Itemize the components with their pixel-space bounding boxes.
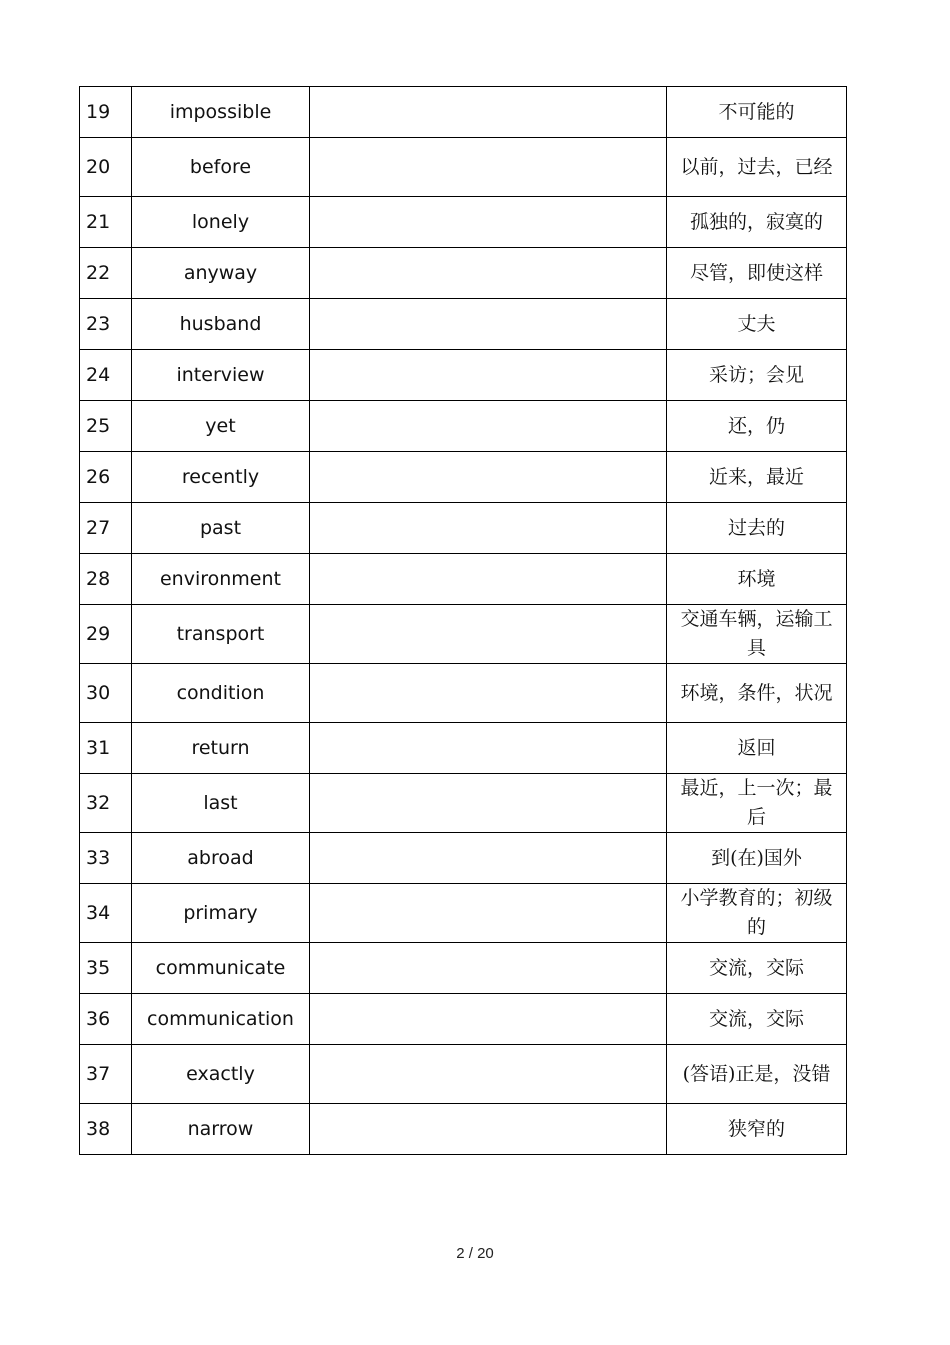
- table-row: [80, 197, 847, 248]
- blank-cell: [310, 503, 667, 554]
- row-number: 33: [80, 833, 132, 884]
- blank-cell: [310, 1104, 667, 1155]
- row-number: 23: [80, 299, 132, 350]
- english-word: communication: [132, 994, 310, 1045]
- blank-cell: [310, 248, 667, 299]
- chinese-meaning: 到(在)国外: [667, 833, 847, 884]
- table-row: [80, 833, 847, 884]
- table-row: [80, 87, 847, 138]
- blank-cell: [310, 197, 667, 248]
- blank-cell: [310, 664, 667, 723]
- chinese-meaning: 尽管，即使这样: [667, 248, 847, 299]
- row-number: 26: [80, 452, 132, 503]
- chinese-meaning: 小学教育的；初级的: [667, 884, 847, 943]
- english-word: impossible: [132, 87, 310, 138]
- blank-cell: [310, 994, 667, 1045]
- chinese-meaning: 交流，交际: [667, 994, 847, 1045]
- blank-cell: [310, 452, 667, 503]
- row-number: 35: [80, 943, 132, 994]
- english-word: past: [132, 503, 310, 554]
- english-word: narrow: [132, 1104, 310, 1155]
- english-word: exactly: [132, 1045, 310, 1104]
- table-row: [80, 452, 847, 503]
- english-word: before: [132, 138, 310, 197]
- english-word: transport: [132, 605, 310, 664]
- english-word: lonely: [132, 197, 310, 248]
- blank-cell: [310, 1045, 667, 1104]
- english-word: yet: [132, 401, 310, 452]
- chinese-meaning: (答语)正是，没错: [667, 1045, 847, 1104]
- chinese-meaning: 丈夫: [667, 299, 847, 350]
- row-number: 34: [80, 884, 132, 943]
- row-number: 32: [80, 774, 132, 833]
- row-number: 24: [80, 350, 132, 401]
- chinese-meaning: 返回: [667, 723, 847, 774]
- english-word: interview: [132, 350, 310, 401]
- chinese-meaning: 孤独的，寂寞的: [667, 197, 847, 248]
- page-number: 2 / 20: [456, 1245, 494, 1262]
- table-row: [80, 774, 847, 833]
- table-row: [80, 994, 847, 1045]
- row-number: 30: [80, 664, 132, 723]
- english-word: return: [132, 723, 310, 774]
- table-row: [80, 503, 847, 554]
- blank-cell: [310, 605, 667, 664]
- blank-cell: [310, 943, 667, 994]
- blank-cell: [310, 723, 667, 774]
- blank-cell: [310, 138, 667, 197]
- table-row: [80, 350, 847, 401]
- blank-cell: [310, 833, 667, 884]
- row-number: 20: [80, 138, 132, 197]
- row-number: 37: [80, 1045, 132, 1104]
- row-number: 29: [80, 605, 132, 664]
- chinese-meaning: 近来，最近: [667, 452, 847, 503]
- english-word: environment: [132, 554, 310, 605]
- table-row: [80, 1045, 847, 1104]
- table-row: [80, 943, 847, 994]
- table-row: [80, 138, 847, 197]
- chinese-meaning: 交通车辆，运输工具: [667, 605, 847, 664]
- row-number: 36: [80, 994, 132, 1045]
- english-word: primary: [132, 884, 310, 943]
- row-number: 19: [80, 87, 132, 138]
- blank-cell: [310, 554, 667, 605]
- english-word: condition: [132, 664, 310, 723]
- english-word: anyway: [132, 248, 310, 299]
- row-number: 21: [80, 197, 132, 248]
- row-number: 28: [80, 554, 132, 605]
- table-row: [80, 884, 847, 943]
- chinese-meaning: 环境: [667, 554, 847, 605]
- blank-cell: [310, 774, 667, 833]
- chinese-meaning: 最近，上一次；最后: [667, 774, 847, 833]
- blank-cell: [310, 401, 667, 452]
- blank-cell: [310, 87, 667, 138]
- english-word: last: [132, 774, 310, 833]
- row-number: 22: [80, 248, 132, 299]
- table-row: [80, 723, 847, 774]
- table-row: [80, 401, 847, 452]
- row-number: 25: [80, 401, 132, 452]
- chinese-meaning: 不可能的: [667, 87, 847, 138]
- english-word: communicate: [132, 943, 310, 994]
- table-row: [80, 1104, 847, 1155]
- row-number: 31: [80, 723, 132, 774]
- chinese-meaning: 过去的: [667, 503, 847, 554]
- table-row: [80, 664, 847, 723]
- english-word: recently: [132, 452, 310, 503]
- blank-cell: [310, 350, 667, 401]
- vocabulary-table: [79, 86, 847, 1155]
- english-word: abroad: [132, 833, 310, 884]
- english-word: husband: [132, 299, 310, 350]
- chinese-meaning: 以前，过去，已经: [667, 138, 847, 197]
- chinese-meaning: 还，仍: [667, 401, 847, 452]
- chinese-meaning: 环境，条件，状况: [667, 664, 847, 723]
- row-number: 38: [80, 1104, 132, 1155]
- chinese-meaning: 交流，交际: [667, 943, 847, 994]
- blank-cell: [310, 884, 667, 943]
- row-number: 27: [80, 503, 132, 554]
- chinese-meaning: 狭窄的: [667, 1104, 847, 1155]
- chinese-meaning: 采访；会见: [667, 350, 847, 401]
- table-row: [80, 248, 847, 299]
- blank-cell: [310, 299, 667, 350]
- table-row: [80, 554, 847, 605]
- table-row: [80, 605, 847, 664]
- table-row: [80, 299, 847, 350]
